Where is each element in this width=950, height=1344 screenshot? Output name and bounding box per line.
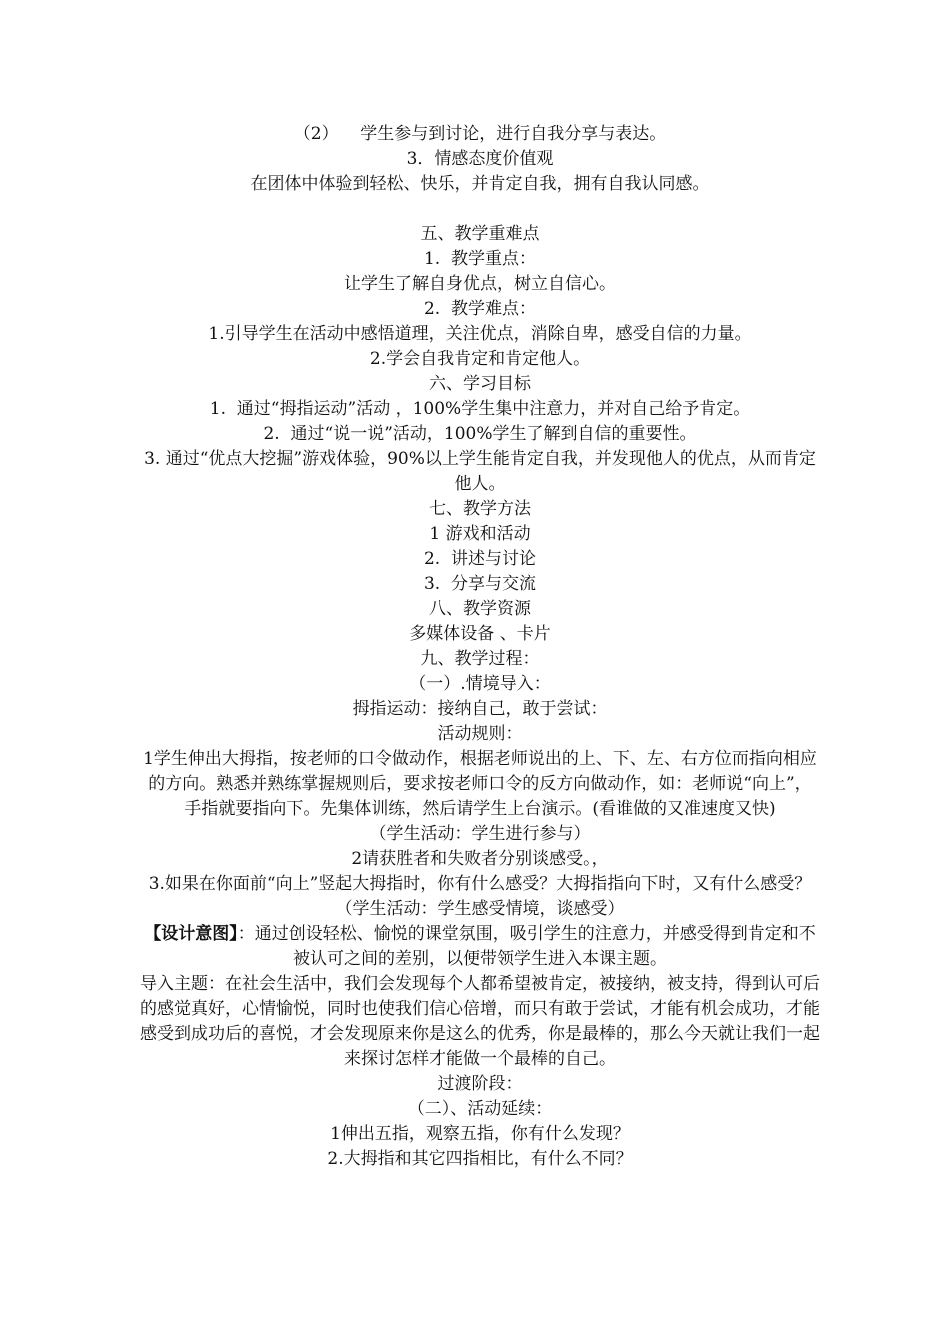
emotional-objective-item-2: （2） 学生参与到讨论，进行自我分享与表达。 xyxy=(293,124,667,144)
section-heading-emotion: 3．情感态度价值观 xyxy=(406,149,554,169)
method-item-2: 2. 讲述与讨论 xyxy=(423,549,537,569)
method-item-3: 3. 分享与交流 xyxy=(423,574,537,594)
section-heading-resources: 八、教学资源 xyxy=(429,599,531,619)
resources-text: 多媒体设备 、卡片 xyxy=(409,624,551,644)
subheading-difficulty: 2. 教学难点： xyxy=(423,299,537,319)
subheading-key-point: 1. 教学重点： xyxy=(423,249,537,269)
design-intent xyxy=(140,922,820,972)
transition-heading: 过渡阶段： xyxy=(437,1074,523,1094)
difficulty-item-1: 1.引导学生在活动中感悟道理，关注优点，消除自卑，感受自信的力量。 xyxy=(208,324,752,344)
student-activity-note-1: （学生活动：学生进行参与） xyxy=(369,824,591,844)
student-activity-note-2: （学生活动：学生感受情境，谈感受） xyxy=(335,899,625,919)
activity-title: 拇指运动：接纳自己，敢于尝试： xyxy=(352,699,608,719)
activity-rule-1: 1学生伸出大拇指，按老师的口令做动作，根据老师说出的上、下、左、右方位而指向相应的方向。熟悉并熟练掌握规则后，要求按老师口令的反方向做动作，如：老师说“向上”，手指就要指向下。先集体训练，然后请学生上台演示。(看谁做的又准速度又快) xyxy=(143,749,817,819)
design-intent-text: ：通过创设轻松、愉悦的课堂氛围，吸引学生的注意力，并感受得到肯定和不被认可之间的差别，以便带领学生进入本课主题。 xyxy=(237,924,816,969)
section-heading-goals: 六、学习目标 xyxy=(429,374,531,394)
continuation-item-1: 1伸出五指，观察五指，你有什么发现？ xyxy=(330,1124,630,1144)
goal-item-2: 2. 通过“说一说”活动，100%学生了解到自信的重要性。 xyxy=(263,424,697,444)
goal-item-1: 1. 通过“拇指运动”活动 ，100%学生集中注意力，并对自己给予肯定。 xyxy=(209,399,751,419)
section-heading-process: 九、教学过程： xyxy=(420,649,540,669)
section-heading-key-points: 五、教学重难点 xyxy=(420,224,540,244)
difficulty-item-2: 2.学会自我肯定和肯定他人。 xyxy=(369,349,591,369)
key-point-text: 让学生了解自身优点，树立自信心。 xyxy=(344,274,616,294)
subheading-continuation: （二）、活动延续： xyxy=(407,1099,553,1119)
activity-rule-3: 3.如果在你面前“向上”竖起大拇指时，你有什么感受？大拇指指向下时，又有什么感受？ xyxy=(148,874,812,894)
activity-rules-heading: 活动规则： xyxy=(437,724,523,744)
continuation-item-2: 2.大拇指和其它四指相比，有什么不同？ xyxy=(327,1149,633,1169)
emotion-text: 在团体中体验到轻松、快乐，并肯定自我，拥有自我认同感。 xyxy=(250,174,710,194)
design-intent-label: 【设计意图】 xyxy=(144,924,238,944)
subheading-intro: （一）.情境导入： xyxy=(409,674,551,694)
theme-introduction: 导入主题：在社会生活中，我们会发现每个人都希望被肯定，被接纳，被支持，得到认可后的感觉真好，心情愉悦，同时也使我们信心倍增，而只有敢于尝试，才能有机会成功，才能感受到成功后的喜悦，才会发现原来你是这么的优秀，你是最棒的，那么今天就让我们一起来探讨怎样才能做一个最棒的自己。 xyxy=(140,974,820,1069)
section-heading-methods: 七、教学方法 xyxy=(429,499,531,519)
document-page xyxy=(140,122,820,1172)
activity-rule-2: 2请获胜者和失败者分别谈感受。， xyxy=(351,849,609,869)
goal-item-3: 3. 通过“优点大挖掘”游戏体验，90%以上学生能肯定自我，并发现他人的优点，从而肯定他人。 xyxy=(144,449,816,494)
method-item-1: 1 游戏和活动 xyxy=(429,524,531,544)
